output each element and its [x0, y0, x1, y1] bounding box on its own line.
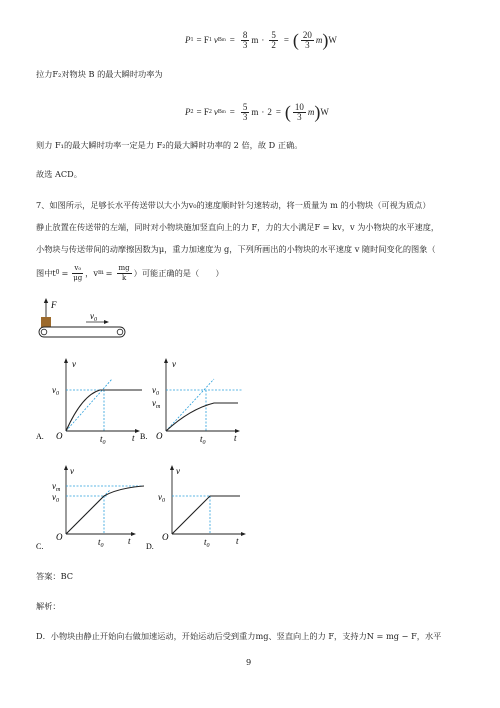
graph-c [34, 460, 146, 552]
origin-label: O [156, 431, 163, 441]
fraction [241, 103, 250, 122]
belt [39, 327, 125, 337]
fraction-den: 2 [271, 39, 276, 50]
fraction-num: 10 [294, 101, 304, 112]
question-7-line: 7、如图所示，足够长水平传送带以大小为v₀的速度顺时针匀速转动，将一质量为 m 的小物块（可视为质点） [36, 200, 431, 210]
vm-label: $v_m$ [52, 481, 61, 493]
v0-label: $v_0$ [152, 385, 159, 397]
fraction [301, 31, 314, 50]
v0-label: $v_0$ [158, 492, 165, 504]
fraction [293, 103, 306, 122]
fraction-den: 3 [242, 39, 248, 50]
fraction-num: 5 [242, 101, 248, 112]
analysis-text: D．小物块由静止开始向右做加速运动，开始运动后受到重力mg、竖直向上的力 F，支持力N = mg − F，水平 [36, 631, 442, 641]
v-axis-label: v [72, 359, 76, 369]
velocity-curve [66, 486, 144, 534]
t0-label: $t_0$ [98, 537, 104, 549]
vm-label: $v_m$ [152, 398, 161, 410]
v-axis-label: v [176, 466, 180, 476]
eq-unit-m: m [251, 107, 259, 117]
fraction-num: 5 [271, 29, 276, 40]
belt-speed-label: $v_0$ [90, 311, 97, 323]
eq-unit-w: W [328, 35, 337, 45]
text-line: 故选 ACD。 [36, 169, 82, 179]
fraction-den: 3 [297, 111, 302, 122]
eq-sub: 1 [190, 37, 194, 43]
t0-label: $t_0$ [200, 434, 206, 445]
force-arrowhead [44, 298, 48, 303]
t0-label: $t_0$ [100, 434, 106, 445]
v-axis-arrowhead [64, 465, 68, 470]
eq-sub: 2 [208, 109, 212, 115]
text-fragment: 0 [55, 269, 60, 276]
origin-label: O [56, 532, 63, 542]
paren: ) [314, 101, 321, 122]
velocity-curve [172, 496, 240, 534]
eq-unit-w: W [320, 107, 329, 117]
fraction [269, 31, 278, 50]
block [41, 317, 51, 327]
question-7-line: 静止放置在传送带的左端，同时对小物块施加竖直向上的力 F，力的大小满足F = kv，v 为小物块的水平速度， [36, 222, 440, 232]
velocity-curve [166, 403, 238, 431]
eq-sub: 1 [208, 37, 212, 43]
option-d-label: D. [146, 542, 154, 551]
eq-sub-m: m [221, 38, 226, 43]
eq-sub: 2 [190, 109, 194, 115]
option-b-label: B. [140, 432, 148, 441]
pulley-left [41, 329, 47, 335]
text-fragment: ）可能正确的是（ ） [133, 268, 224, 278]
v-axis-arrowhead [64, 358, 68, 363]
origin-label: O [162, 532, 169, 542]
origin-label: O [56, 431, 63, 441]
eq-symbol: = F [196, 107, 209, 117]
v0-label: $v_0$ [52, 492, 59, 504]
eq-dot: · [261, 35, 265, 45]
fraction-num: 8 [242, 29, 248, 40]
belt-velocity-arrowhead [104, 320, 109, 324]
t-axis-label: t [132, 433, 135, 443]
t-axis-label: t [234, 433, 237, 443]
fraction-den: 3 [305, 39, 310, 50]
fraction-num: v₀ [74, 263, 82, 272]
pulley-right [117, 329, 123, 335]
analysis-heading: 解析： [36, 601, 61, 611]
eq-symbol: P [185, 107, 191, 117]
eq-unit-m: m [251, 35, 259, 45]
text-fragment: ，v [85, 268, 98, 278]
eq-sub-b: B [217, 37, 222, 43]
eq-equals: = [229, 35, 235, 45]
question-7-line: 小物块与传送带间的动摩擦因数为μ，重力加速度为 g，下列所画出的小物块的水平速度 v 随时间变化的图象（ [36, 244, 436, 254]
fraction-den: k [121, 273, 127, 282]
eq-equals: = [229, 107, 235, 117]
v-axis-label: v [70, 466, 74, 476]
option-c-label: C. [36, 542, 44, 551]
graph-b [138, 355, 248, 445]
fraction-num: mg [118, 263, 130, 272]
eq-sub [218, 37, 226, 43]
eq-sub-m: m [221, 110, 226, 115]
text-fragment: = [105, 268, 113, 278]
paren: ( [284, 101, 291, 122]
text-fragment: 图中t [36, 268, 56, 278]
fraction-num: 20 [302, 29, 312, 40]
fraction-den: μg [73, 273, 83, 282]
conveyor-belt-diagram [34, 298, 134, 340]
fraction-t0 [72, 264, 83, 283]
t-axis-label: t [128, 536, 131, 546]
option-a-label: A. [36, 432, 44, 441]
eq-unit-m: m [307, 107, 315, 117]
v-axis-label: v [172, 359, 176, 369]
fraction [241, 31, 250, 50]
paren: ) [322, 29, 329, 50]
t0-label: $t_0$ [204, 537, 210, 549]
eq-symbol: v [213, 35, 218, 45]
text-fragment: = [61, 268, 69, 278]
eq-unit-m: m [315, 35, 323, 45]
paren: ( [292, 29, 299, 50]
v0-label: $v_0$ [52, 385, 59, 397]
v-axis-arrowhead [164, 358, 168, 363]
slope-guide [66, 379, 112, 431]
eq-equals: = [283, 35, 289, 45]
eq-dot: · [261, 107, 265, 117]
text-fragment: m [97, 269, 104, 276]
eq-number: 2 [267, 107, 272, 117]
equation-p1 [185, 26, 337, 54]
graph-a [34, 355, 142, 445]
v-axis-arrowhead [170, 465, 174, 470]
equation-p2 [185, 98, 329, 126]
page-number: 9 [246, 657, 252, 667]
text-line: 则力 F₁的最大瞬时功率一定是力 F₂的最大瞬时功率的 2 倍，故 D 正确。 [36, 140, 303, 150]
t-axis-label: t [236, 536, 239, 546]
velocity-curve [66, 390, 142, 431]
eq-symbol: v [213, 107, 218, 117]
fraction-den: 3 [242, 111, 248, 122]
eq-symbol: = F [196, 35, 209, 45]
graph-d [144, 460, 252, 552]
eq-sub [218, 109, 226, 115]
answer-line: 答案：BC [36, 571, 73, 581]
eq-symbol: P [185, 35, 191, 45]
eq-sub-b: B [217, 109, 222, 115]
fraction-vm [117, 264, 132, 283]
question-7-line [36, 263, 224, 283]
t-axis-arrowhead [131, 532, 136, 536]
t-axis-arrowhead [241, 532, 246, 536]
eq-equals: = [275, 107, 281, 117]
force-label: F [51, 300, 57, 310]
text-line: 拉力F₂对物块 B 的最大瞬时功率为 [36, 69, 163, 79]
